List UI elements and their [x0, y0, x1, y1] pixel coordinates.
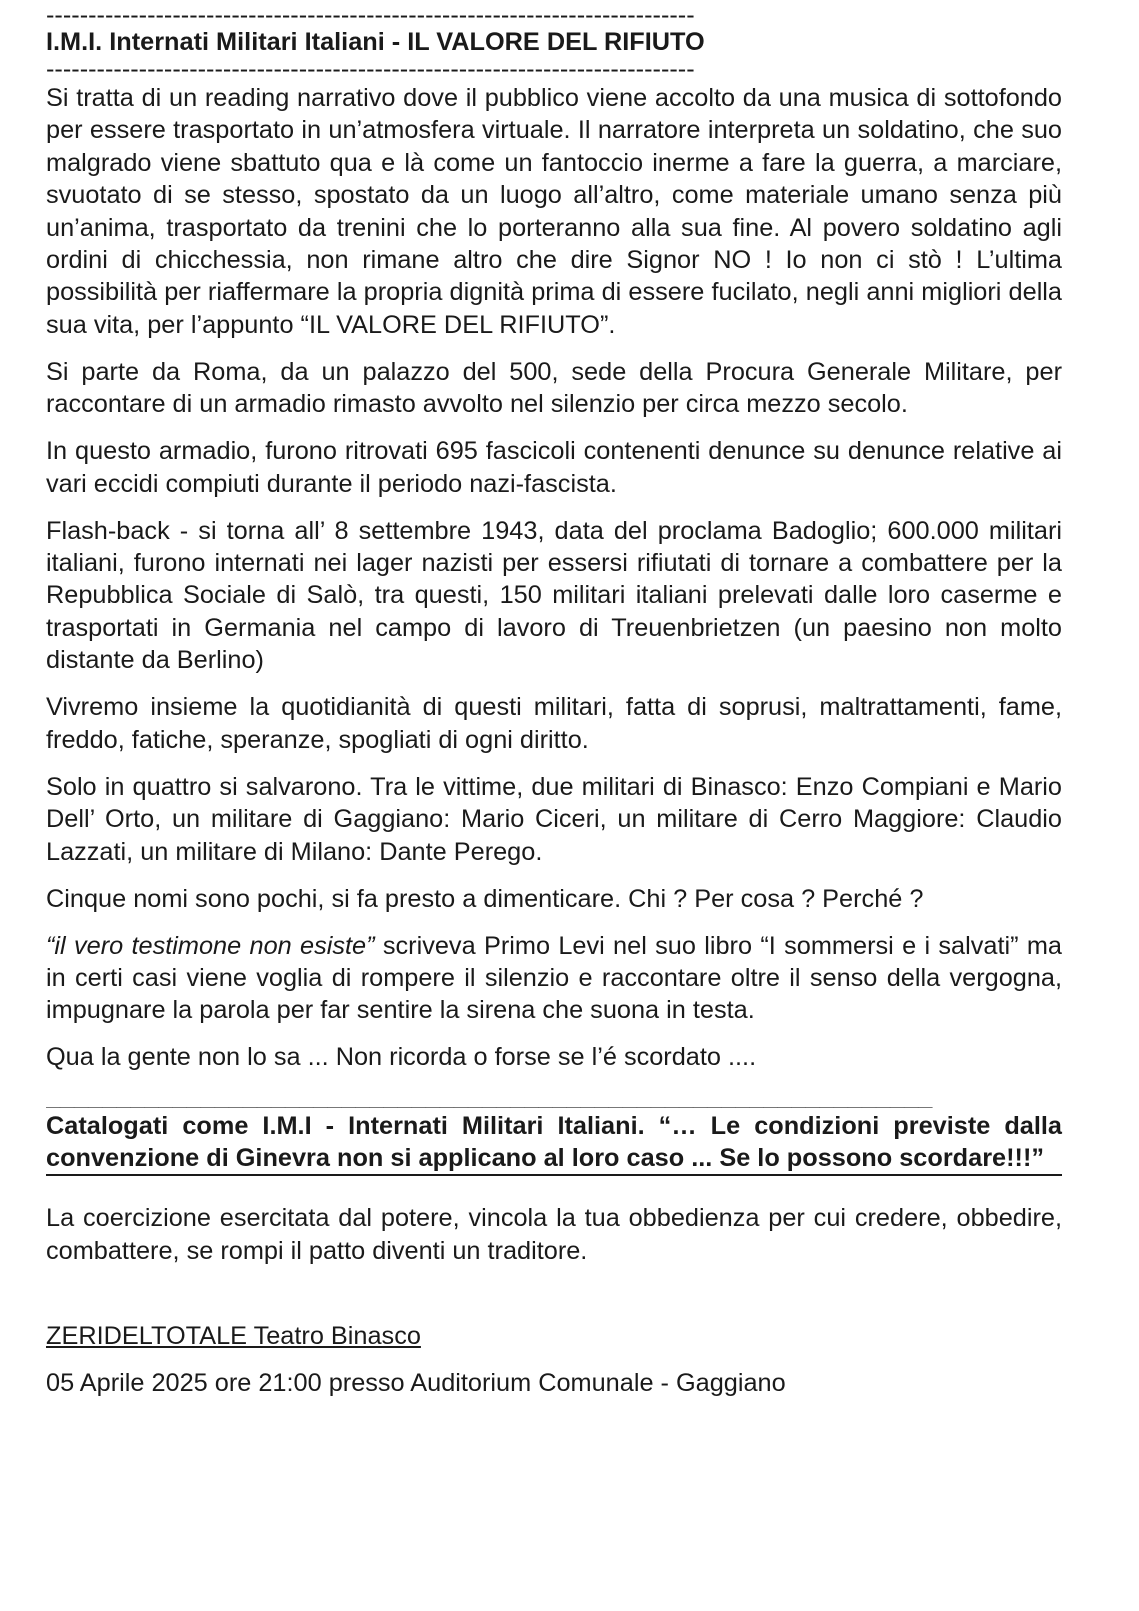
document-body: [46, 0, 1062, 1399]
paragraph-gente: Qua la gente non lo sa ... Non ricorda o forse se l’é scordato ....: [46, 1043, 757, 1072]
paragraph-intro: Si tratta di un reading narrativo dove il pubblico viene accolto da una musica di sottofondo per essere trasportato in un’atmosfera virtuale. Il narratore interpreta un soldatino, che suo malgrado viene sbattuto qua e là come un fantoccio inerme a fare la guerra, a marciare, svuotato di se stesso, spostato da un luogo all’altro, come materiale umano senza più un’anima, trasportato da trenini che lo porteranno alla sua fine. Al povero soldatino agli ordini di chicchessia, non rimane altro che dire Signor NO ! Io non ci stò ! L’ultima possibilità per riaffermare la propria dignità prima di essere fucilato, negli anni migliori della sua vita, per l’appunto “IL VALORE DEL RIFIUTO”.: [46, 84, 1062, 339]
paragraph-rome: Si parte da Roma, da un palazzo del 500, sede della Procura Generale Militare, per raccontare di un armadio rimasto avvolto nel silenzio per circa mezzo secolo.: [46, 357, 1062, 419]
paragraph-cinque-nomi: Cinque nomi sono pochi, si fa presto a dimenticare. Chi ? Per cosa ? Perché ?: [46, 884, 924, 913]
spacer: [46, 1282, 1062, 1320]
dash-separator-bottom: -----------------------------------------------------------------------------: [46, 58, 695, 80]
underscore-separator: _______________________________________________________________: [46, 1084, 933, 1109]
levi-quote: “il vero testimone non esiste”: [46, 931, 375, 960]
document-title: I.M.I. Internati Militari Italiani - IL VALORE DEL RIFIUTO: [46, 28, 705, 56]
paragraph-quotidianita: Vivremo insieme la quotidianità di questi militari, fatta di soprusi, maltrattamenti, fame, freddo, fatiche, speranze, spogliati di ogni diritto.: [46, 693, 1062, 754]
event-details: 05 Aprile 2025 ore 21:00 presso Auditorium Comunale - Gaggiano: [46, 1368, 786, 1397]
paragraph-primo-levi: [46, 930, 1062, 1027]
paragraph-flashback: Flash-back - si torna all’ 8 settembre 1943, data del proclama Badoglio; 600.000 militari italiani, furono internati nei lager nazisti per essersi rifiutati di tornare a combattere per la Repubblica Sociale di Salò, tra questi, 150 militari italiani prelevati dalle loro caserme e trasportati in Germania nel campo di lavoro di Treuenbrietzen (un paesino non molto distante da Berlino): [46, 516, 1062, 675]
dash-separator-top: -----------------------------------------------------------------------------: [46, 4, 695, 26]
paragraph-coercizione: La coercizione esercitata dal potere, vincola la tua obbedienza per cui credere, obbedire, combattere, se rompi il patto diventi un traditore.: [46, 1204, 1062, 1265]
levi-rest: scriveva Primo Levi nel suo libro “I sommersi e i salvati” ma in certi casi viene voglia di rompere il silenzio e raccontare oltre il senso della vergogna, impugnare la parola per far sentire la sirena che suona in testa.: [46, 931, 1062, 1025]
paragraph-vittime: Solo in quattro si salvarono. Tra le vittime, due militari di Binasco: Enzo Compiani e Mario Dell’ Orto, un militare di Gaggiano: Mario Ciceri, un militare di Cerro Maggiore: Claudio Lazzati, un militare di Milano: Dante Perego.: [46, 772, 1062, 866]
horizontal-rule: [46, 1174, 1062, 1176]
paragraph-catalogati: Catalogati come I.M.I - Internati Militari Italiani. “… Le condizioni previste dalla convenzione di Ginevra non si applicano al loro caso ... Se lo possono scordare!!!”: [46, 1112, 1062, 1173]
company-name: ZERIDELTOTALE Teatro Binasco: [46, 1321, 421, 1350]
paragraph-armadio: In questo armadio, furono ritrovati 695 fascicoli contenenti denunce su denunce relative ai vari eccidi compiuti durante il periodo nazi-fascista.: [46, 437, 1062, 498]
